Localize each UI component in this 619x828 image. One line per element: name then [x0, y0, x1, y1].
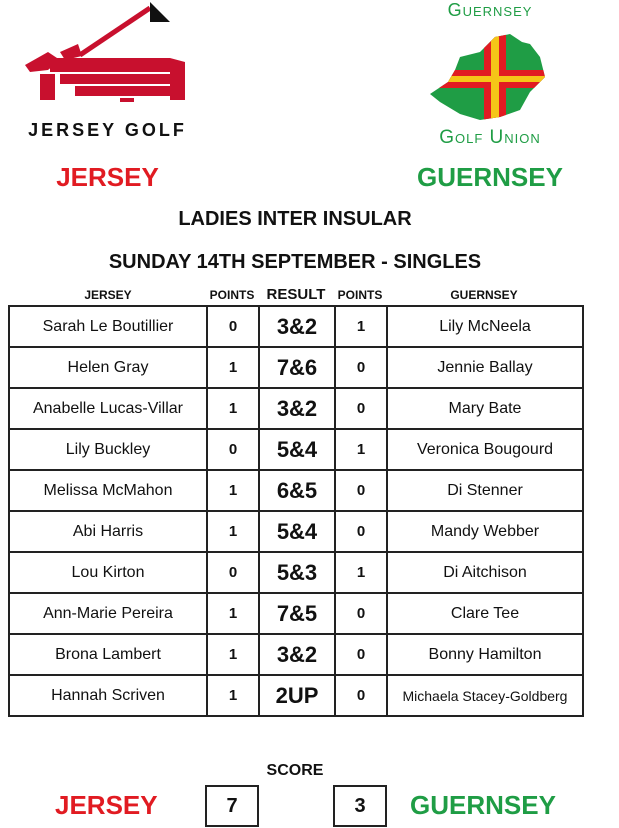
match-result: 5&4: [259, 429, 335, 470]
header-guernsey: GUERNSEY: [450, 288, 518, 302]
jersey-player: Sarah Le Boutillier: [9, 306, 207, 347]
match-result: 5&3: [259, 552, 335, 593]
guernsey-points: 0: [335, 675, 387, 716]
match-result: 7&5: [259, 593, 335, 634]
jersey-points: 1: [207, 388, 259, 429]
guernsey-player: Mary Bate: [387, 388, 583, 429]
jersey-player: Brona Lambert: [9, 634, 207, 675]
guernsey-points: 0: [335, 511, 387, 552]
jersey-points: 0: [207, 306, 259, 347]
table-row: [9, 388, 583, 429]
jersey-player: Anabelle Lucas-Villar: [9, 388, 207, 429]
guernsey-points: 1: [335, 552, 387, 593]
match-result: 6&5: [259, 470, 335, 511]
guernsey-caption-top: Guernsey: [447, 0, 533, 20]
jersey-golf-caption: JERSEY GOLF: [28, 120, 187, 140]
results-table: [8, 305, 584, 717]
table-row: [9, 306, 583, 347]
guernsey-points: 0: [335, 634, 387, 675]
final-team-jersey: JERSEY: [55, 790, 158, 820]
header-result: RESULT: [266, 286, 326, 303]
guernsey-points: 0: [335, 347, 387, 388]
match-result: 3&2: [259, 306, 335, 347]
guernsey-points: 1: [335, 429, 387, 470]
header-jersey-points: POINTS: [209, 288, 255, 302]
event-title: LADIES INTER INSULAR: [178, 208, 412, 230]
guernsey-golf-union-logo: [400, 0, 580, 160]
guernsey-player: Bonny Hamilton: [387, 634, 583, 675]
jersey-player: Abi Harris: [9, 511, 207, 552]
team-name-jersey: JERSEY: [56, 162, 159, 192]
guernsey-points: 1: [335, 306, 387, 347]
jersey-points: 1: [207, 675, 259, 716]
match-result: 3&2: [259, 388, 335, 429]
guernsey-player: Di Stenner: [387, 470, 583, 511]
guernsey-caption-bottom: Golf Union: [439, 127, 541, 148]
jersey-points: 0: [207, 429, 259, 470]
jersey-points: 1: [207, 511, 259, 552]
header-guernsey-points: POINTS: [337, 288, 383, 302]
jersey-player: Melissa McMahon: [9, 470, 207, 511]
guernsey-player: Veronica Bougourd: [387, 429, 583, 470]
guernsey-island-cross-icon: [400, 22, 580, 132]
team-name-guernsey: GUERNSEY: [417, 162, 563, 192]
jersey-score-box: 7: [205, 785, 259, 827]
header-jersey: JERSEY: [84, 288, 132, 302]
guernsey-player: Clare Tee: [387, 593, 583, 634]
jersey-points: 1: [207, 634, 259, 675]
jersey-points: 1: [207, 347, 259, 388]
jersey-player: Lily Buckley: [9, 429, 207, 470]
table-row: [9, 675, 583, 716]
table-row: [9, 634, 583, 675]
table-row: [9, 470, 583, 511]
guernsey-player: Jennie Ballay: [387, 347, 583, 388]
match-result: 2UP: [259, 675, 335, 716]
table-row: [9, 552, 583, 593]
guernsey-player: Di Aitchison: [387, 552, 583, 593]
jersey-player: Lou Kirton: [9, 552, 207, 593]
jersey-golf-lion-icon: [20, 0, 195, 120]
table-row: [9, 511, 583, 552]
match-result: 3&2: [259, 634, 335, 675]
final-team-guernsey: GUERNSEY: [410, 790, 556, 820]
table-row: [9, 593, 583, 634]
guernsey-player: Mandy Webber: [387, 511, 583, 552]
match-result: 7&6: [259, 347, 335, 388]
guernsey-player: Lily McNeela: [387, 306, 583, 347]
jersey-player: Ann-Marie Pereira: [9, 593, 207, 634]
table-row: [9, 347, 583, 388]
guernsey-score-box: 3: [333, 785, 387, 827]
jersey-player: Helen Gray: [9, 347, 207, 388]
jersey-golf-logo: [20, 0, 195, 160]
table-row: [9, 429, 583, 470]
guernsey-player: Michaela Stacey-Goldberg: [387, 675, 583, 716]
guernsey-points: 0: [335, 388, 387, 429]
match-result: 5&4: [259, 511, 335, 552]
jersey-points: 0: [207, 552, 259, 593]
event-subtitle: SUNDAY 14TH SEPTEMBER - SINGLES: [108, 251, 482, 273]
jersey-points: 1: [207, 470, 259, 511]
guernsey-points: 0: [335, 593, 387, 634]
jersey-points: 1: [207, 593, 259, 634]
jersey-player: Hannah Scriven: [9, 675, 207, 716]
score-label: SCORE: [266, 762, 324, 779]
guernsey-points: 0: [335, 470, 387, 511]
